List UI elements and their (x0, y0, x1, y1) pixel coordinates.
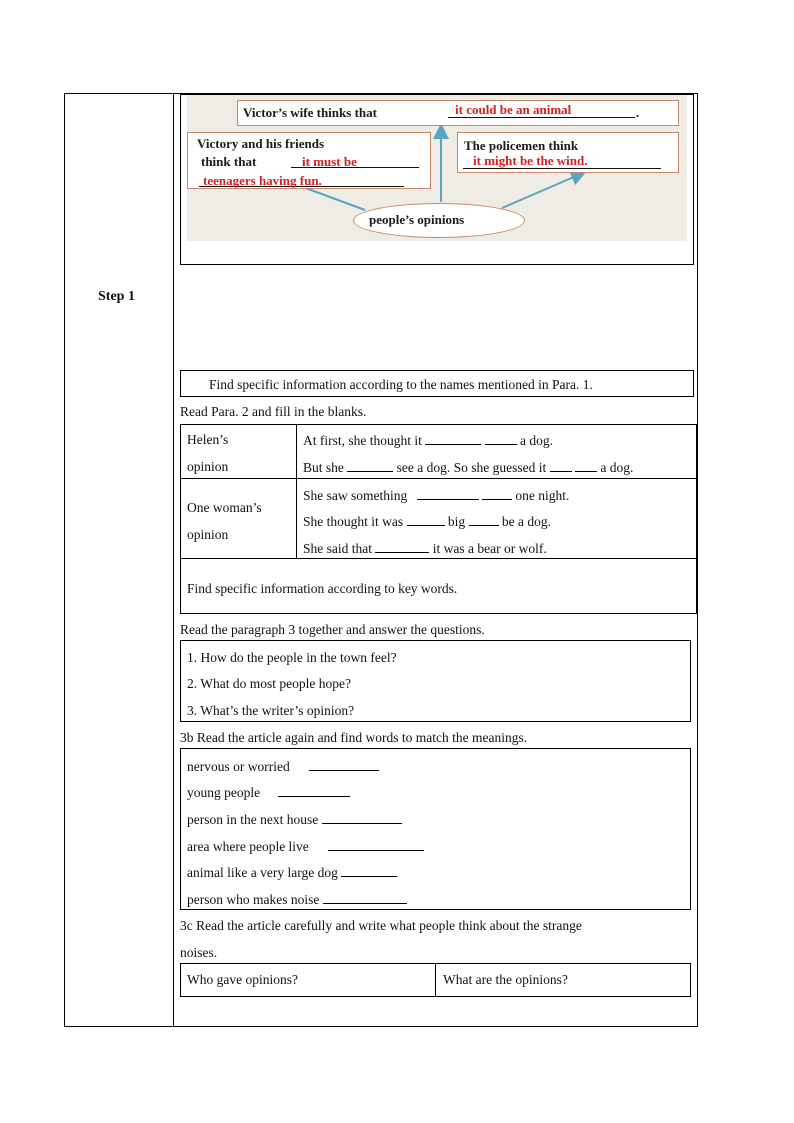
para3-instruction: Read the paragraph 3 together and answer the questions. (180, 622, 485, 637)
task3b-item-6-label: person who makes noise (187, 892, 320, 907)
keywords-text: Find specific information according to key words. (187, 581, 458, 596)
para3-question-3: 3. What’s the writer’s opinion? (187, 703, 355, 718)
column-divider (173, 93, 174, 1027)
woman-s2-a: She thought it was (303, 514, 404, 529)
task3b-item-6 (187, 892, 407, 907)
para3-question-1: 1. How do the people in the town feel? (187, 650, 397, 665)
task3c-col-divider (435, 963, 436, 997)
task3b-blank-2[interactable] (278, 785, 350, 797)
task3b-instruction: 3b Read the article again and find words to match the meanings. (180, 730, 528, 745)
woman-blank-5[interactable] (375, 541, 429, 553)
helen-sentence-2 (303, 460, 633, 475)
woman-sentence-1 (303, 488, 569, 503)
para2-row-divider-2 (180, 558, 697, 559)
wife-opinion-answer: it could be an animal (455, 102, 572, 117)
task3b-item-5 (187, 865, 397, 880)
helen-blank-2[interactable] (485, 433, 517, 445)
woman-s2-b: big (447, 514, 466, 529)
friends-answer-line1: it must be (302, 154, 357, 169)
friends-opinion-line2-prefix: think that (201, 154, 257, 169)
outer-right-border (697, 93, 698, 1027)
woman-blank-4[interactable] (469, 514, 499, 526)
friends-opinion-line1: Victory and his friends (197, 136, 324, 151)
task3b-blank-4[interactable] (328, 839, 424, 851)
para2-col-divider (296, 424, 297, 559)
helen-s1-b: a dog. (520, 433, 553, 448)
helen-blank-5[interactable] (575, 460, 597, 472)
helen-label-2: opinion (187, 459, 229, 474)
task3b-blank-5[interactable] (341, 865, 397, 877)
helen-s2-c: a dog. (600, 460, 634, 475)
woman-s3-a: She said that (303, 541, 372, 556)
task3b-item-4 (187, 839, 424, 854)
woman-label-2: opinion (187, 527, 229, 542)
task3b-item-1-label: nervous or worried (187, 759, 290, 774)
woman-sentence-3 (303, 541, 547, 556)
task3c-instruction-line2: noises. (180, 945, 218, 960)
find-names-text: Find specific information according to the names mentioned in Para. 1. (209, 377, 593, 392)
arrow-to-police (502, 173, 583, 208)
police-opinion-line1: The policemen think (464, 138, 579, 153)
police-answer: it might be the wind. (473, 153, 588, 168)
woman-label-1: One woman’s (187, 500, 262, 515)
wife-opinion-prefix: Victor’s wife thinks that (243, 105, 377, 120)
helen-label-1: Helen’s (187, 432, 229, 447)
helen-blank-1[interactable] (425, 433, 481, 445)
woman-blank-1[interactable] (417, 488, 479, 500)
task3b-item-4-label: area where people live (187, 839, 309, 854)
task3b-item-3-label: person in the next house (187, 812, 319, 827)
woman-s1-b: one night. (515, 488, 570, 503)
helen-sentence-1 (303, 433, 553, 448)
woman-s3-b: it was a bear or wolf. (432, 541, 547, 556)
step-label: Step 1 (98, 289, 135, 304)
woman-blank-2[interactable] (482, 488, 512, 500)
opinions-diagram (187, 95, 687, 241)
task3b-item-5-label: animal like a very large dog (187, 865, 338, 880)
wife-opinion-suffix: . (636, 105, 640, 120)
helen-s2-a: But she (303, 460, 344, 475)
task3b-blank-6[interactable] (323, 892, 407, 904)
helen-s2-b: see a dog. So she guessed it (396, 460, 547, 475)
task3c-col2-header: What are the opinions? (443, 972, 568, 987)
para3-question-2: 2. What do most people hope? (187, 676, 351, 691)
task3b-blank-1[interactable] (309, 759, 379, 771)
task3b-item-3 (187, 812, 402, 827)
woman-s1-a: She saw something (303, 488, 408, 503)
helen-s1-a: At first, she thought it (303, 433, 422, 448)
para2-row-divider-1 (180, 478, 697, 479)
outer-left-border (64, 93, 65, 1027)
woman-sentence-2 (303, 514, 551, 529)
task3b-blank-3[interactable] (322, 812, 402, 824)
center-label: people’s opinions (369, 212, 465, 227)
helen-blank-3[interactable] (347, 460, 393, 472)
helen-blank-4[interactable] (550, 460, 572, 472)
task3b-item-2-label: young people (187, 785, 261, 800)
woman-s2-c: be a dog. (501, 514, 551, 529)
woman-blank-3[interactable] (407, 514, 445, 526)
para2-instruction: Read Para. 2 and fill in the blanks. (180, 404, 367, 419)
task3b-item-2 (187, 785, 350, 800)
task3b-item-1 (187, 759, 379, 774)
friends-answer-line2: teenagers having fun. (203, 173, 322, 188)
outer-bottom-border (64, 1026, 698, 1027)
task3c-instruction-line1: 3c Read the article carefully and write what people think about the strange (180, 919, 582, 933)
task3c-col1-header: Who gave opinions? (187, 972, 298, 987)
